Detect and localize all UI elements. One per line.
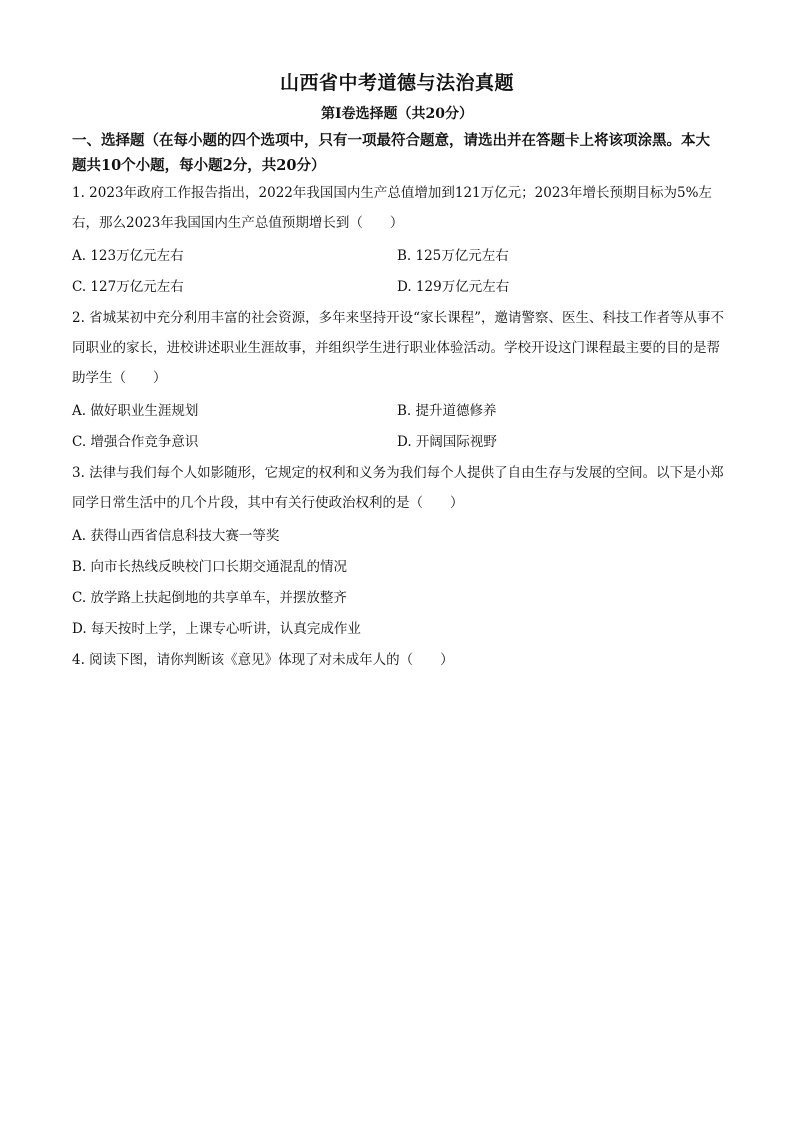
question-2-option-a: A. 做好职业生涯规划: [72, 403, 199, 419]
question-1-option-d: D. 129万亿元左右: [397, 279, 510, 295]
question-2-option-b: B. 提升道德修养: [397, 403, 497, 419]
question-1-stem: 1. 2023年政府工作报告指出，2022年我国国内生产总值增加到121万亿元；2023年增长预期目标为5%左右，那么2023年我国国内生产总值预期增长到（ ）: [72, 185, 712, 231]
question-1-option-a: A. 123万亿元左右: [72, 248, 184, 264]
question-3-option-b: B. 向市长热线反映校门口长期交通混乱的情况: [72, 559, 348, 575]
question-3-stem: 3. 法律与我们每个人如影随形，它规定的权利和义务为我们每个人提供了自由生存与发展的空间。以下是小郑同学日常生活中的几个片段，其中有关行使政治权利的是（ ）: [72, 465, 724, 511]
section-heading: 一、选择题（在每小题的四个选项中，只有一项最符合题意，请选出并在答题卡上将该项涂黑。本大题共10个小题，每小题2分，共20分）: [72, 132, 710, 174]
part-subtitle: 第Ⅰ卷选择题（共20分）: [320, 106, 474, 122]
question-2-stem: 2. 省城某初中充分利用丰富的社会资源，多年来坚持开设“家长课程”，邀请警察、医生、科技工作者等从事不同职业的家长，进校讲述职业生涯故事，并组织学生进行职业体验活动。学校开设这门课程最主要的目的是帮助学生（ ）: [72, 310, 724, 386]
question-3-option-c: C. 放学路上扶起倒地的共享单车，并摆放整齐: [72, 590, 347, 606]
page-title: 山西省中考道德与法治真题: [279, 72, 514, 94]
question-1-option-c: C. 127万亿元左右: [72, 279, 184, 295]
question-1-option-b: B. 125万亿元左右: [397, 248, 509, 264]
question-2-option-d: D. 开阔国际视野: [397, 434, 497, 450]
question-2-option-c: C. 增强合作竞争意识: [72, 434, 199, 450]
question-3-option-d: D. 每天按时上学，上课专心听讲，认真完成作业: [72, 621, 361, 637]
question-4-stem: 4. 阅读下图，请你判断该《意见》体现了对未成年人的（ ）: [72, 652, 454, 668]
question-3-option-a: A. 获得山西省信息科技大赛一等奖: [72, 528, 280, 544]
